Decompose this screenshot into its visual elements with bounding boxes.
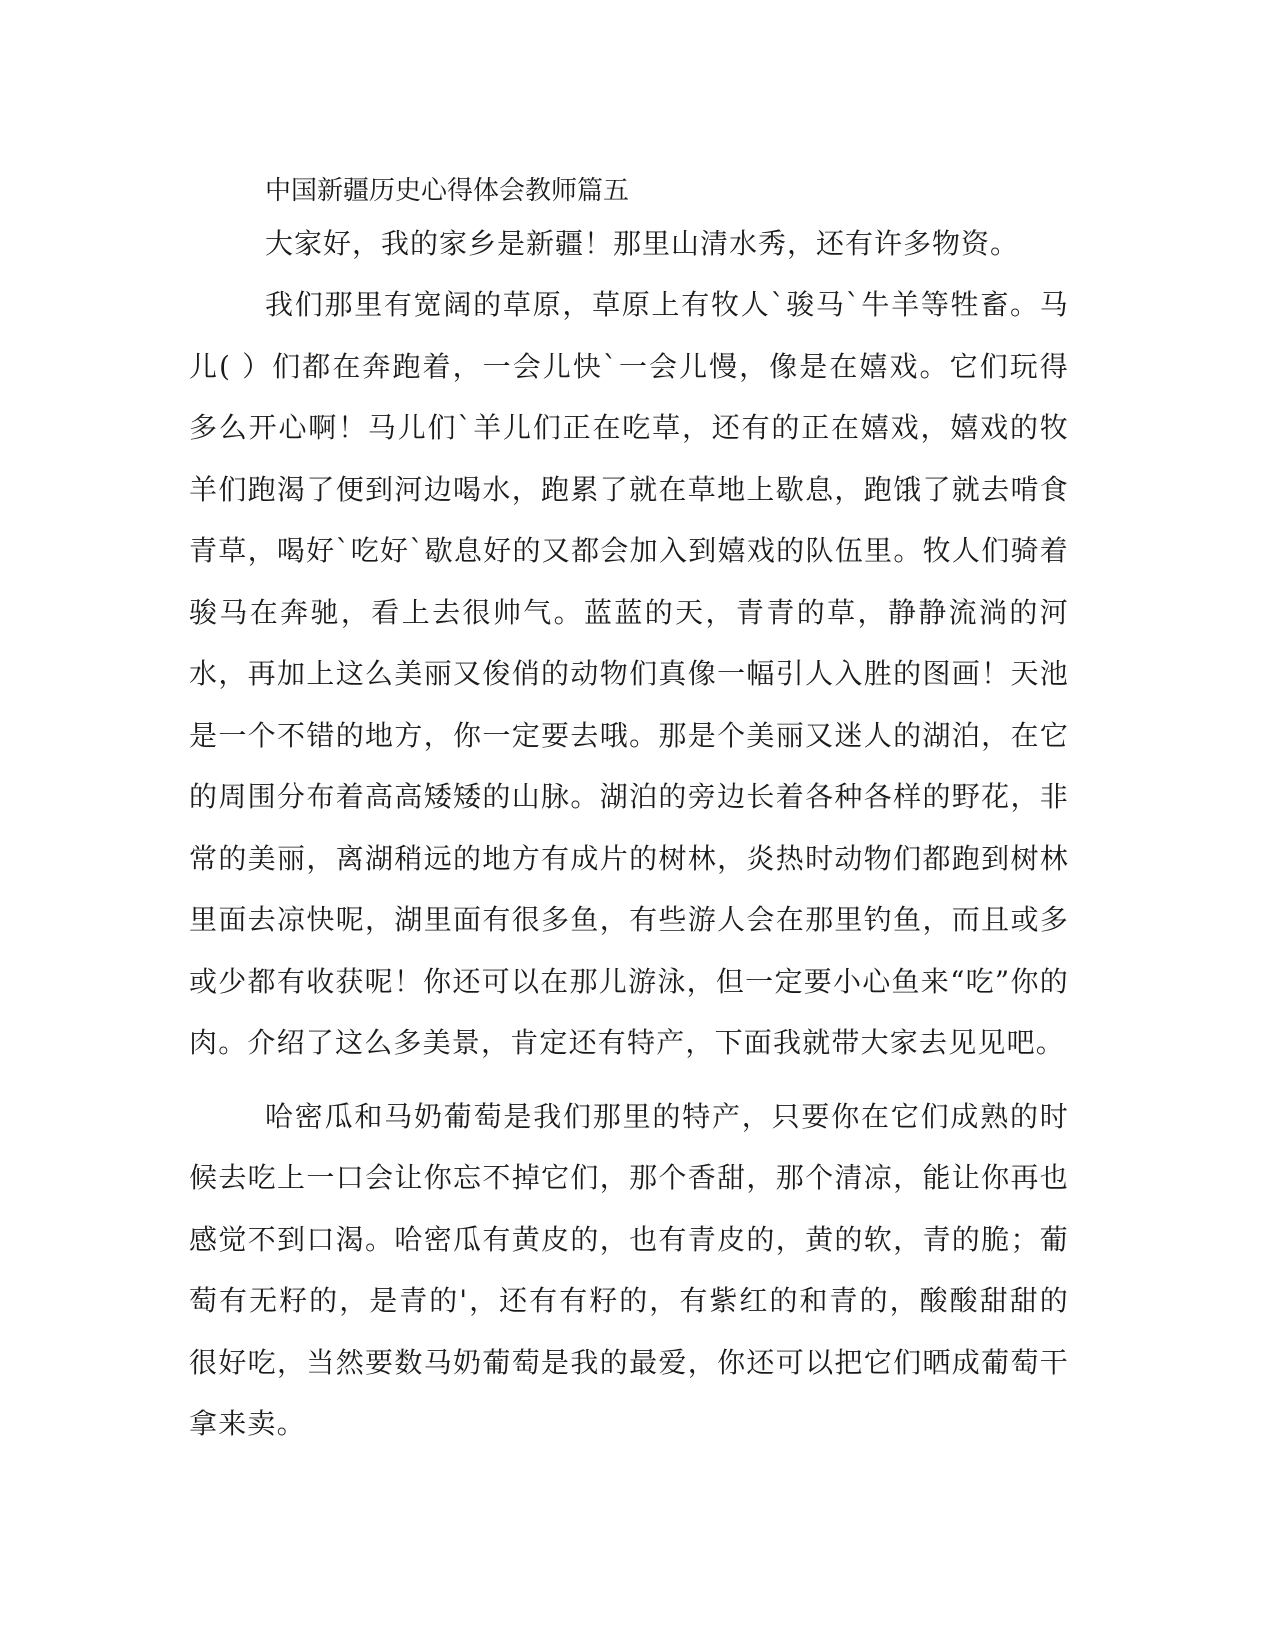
document-title: 中国新疆历史心得体会教师篇五 [265,176,630,206]
document-body [189,166,1069,1455]
paragraph-specialties: 哈密瓜和马奶葡萄是我们那里的特产，只要你在它们成熟的时候去吃上一口会让你忘不掉它们，那个香甜，那个清凉，能让你再也感觉不到口渴。哈密瓜有黄皮的，也有青皮的，黄的软，青的脆；葡萄有无籽的，是青的'，还有有籽的，有紫红的和青的，酸酸甜甜的很好吃，当然要数马奶葡萄是我的最爱，你还可以把它们晒成葡萄干拿来卖。 [189,1099,1069,1440]
paragraph-grassland: 我们那里有宽阔的草原，草原上有牧人`骏马`牛羊等牲畜。马儿( ）们都在奔跑着，一会儿快`一会儿慢，像是在嬉戏。它们玩得多么开心啊！马儿们`羊儿们正在吃草，还有的正在嬉戏，嬉戏的牧羊们跑渴了便到河边喝水，跑累了就在草地上歇息，跑饿了就去啃食青草，喝好`吃好`歇息好的又都会加入到嬉戏的队伍里。牧人们骑着骏马在奔驰，看上去很帅气。蓝蓝的天，青青的草，静静流淌的河水，再加上这么美丽又俊俏的动物们真像一幅引人入胜的图画！天池是一个不错的地方，你一定要去哦。那是个美丽又迷人的湖泊，在它的周围分布着高高矮矮的山脉。湖泊的旁边长着各种各样的野花，非常的美丽，离湖稍远的地方有成片的树林，炎热时动物们都跑到树林里面去凉快呢，湖里面有很多鱼，有些游人会在那里钓鱼，而且或多或少都有收获呢！你还可以在那儿游泳，但一定要小心鱼来“吃”你的肉。介绍了这么多美景，肯定还有特产，下面我就带大家去见见吧。 [189,288,1069,1059]
greeting-line: 大家好，我的家乡是新疆！那里山清水秀，还有许多物资。 [265,227,1020,260]
